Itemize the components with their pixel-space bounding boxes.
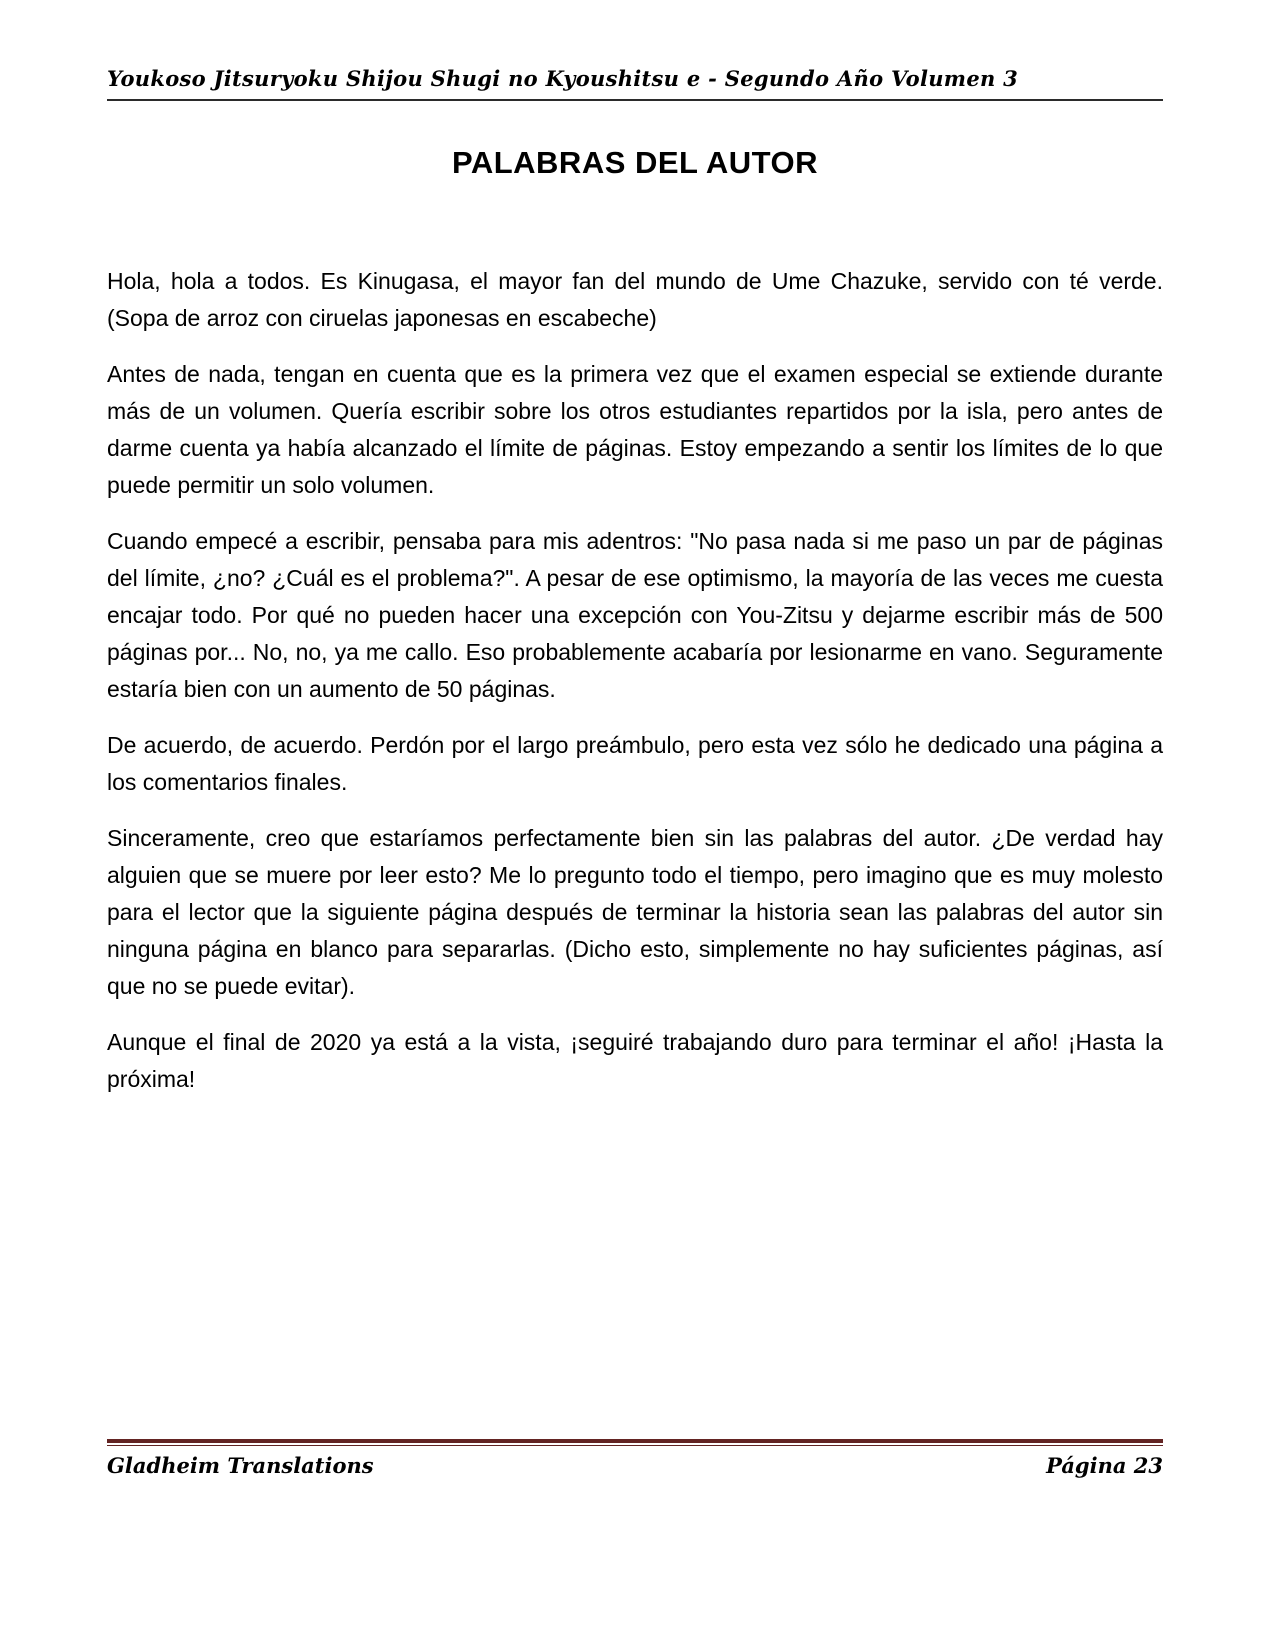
paragraph: Antes de nada, tengan en cuenta que es la primera vez que el examen especial se extiende durante más de un volumen. Quería escribir sobre los otros estudiantes repartidos por la isla, pero antes de darme cuenta ya había alcanzado el límite de páginas. Estoy empezando a sentir los límites de lo que puede permitir un solo volumen. [107, 361, 1163, 498]
page-title: PALABRAS DEL AUTOR [451, 145, 819, 180]
header-title: Youkoso Jitsuryoku Shijou Shugi no Kyoushitsu e - Segundo Año Volumen 3 [107, 66, 1019, 91]
paragraph: Hola, hola a todos. Es Kinugasa, el mayor fan del mundo de Ume Chazuke, servido con té verde. (Sopa de arroz con ciruelas japonesas en escabeche) [107, 268, 1163, 331]
paragraph: Cuando empecé a escribir, pensaba para mis adentros: "No pasa nada si me paso un par de páginas del límite, ¿no? ¿Cuál es el problema?". A pesar de ese optimismo, la mayoría de las veces me cuesta encajar todo. Por qué no pueden hacer una excepción con You-Zitsu y dejarme escribir más de 500 páginas por... No, no, ya me callo. Eso probablemente acabaría por lesionarme en vano. Seguramente estaría bien con un aumento de 50 páginas. [107, 528, 1163, 702]
body-text [107, 263, 1163, 1098]
page-header [107, 66, 1163, 101]
page-footer [107, 1439, 1163, 1478]
paragraph: Aunque el final de 2020 ya está a la vista, ¡seguiré trabajando duro para terminar el año! ¡Hasta la próxima! [107, 1029, 1163, 1092]
footer-page-number: Página 23 [1046, 1453, 1163, 1478]
footer-divider [107, 1439, 1163, 1446]
footer-translator: Gladheim Translations [107, 1453, 374, 1478]
paragraph: Sinceramente, creo que estaríamos perfectamente bien sin las palabras del autor. ¿De verdad hay alguien que se muere por leer esto? Me lo pregunto todo el tiempo, pero imagino que es muy molesto para el lector que la siguiente página después de terminar la historia sean las palabras del autor sin ninguna página en blanco para separarlas. (Dicho esto, simplemente no hay suficientes páginas, así que no se puede evitar). [107, 825, 1163, 999]
footer-row [107, 1453, 1163, 1478]
paragraph: De acuerdo, de acuerdo. Perdón por el largo preámbulo, pero esta vez sólo he dedicado una página a los comentarios finales. [107, 732, 1163, 795]
